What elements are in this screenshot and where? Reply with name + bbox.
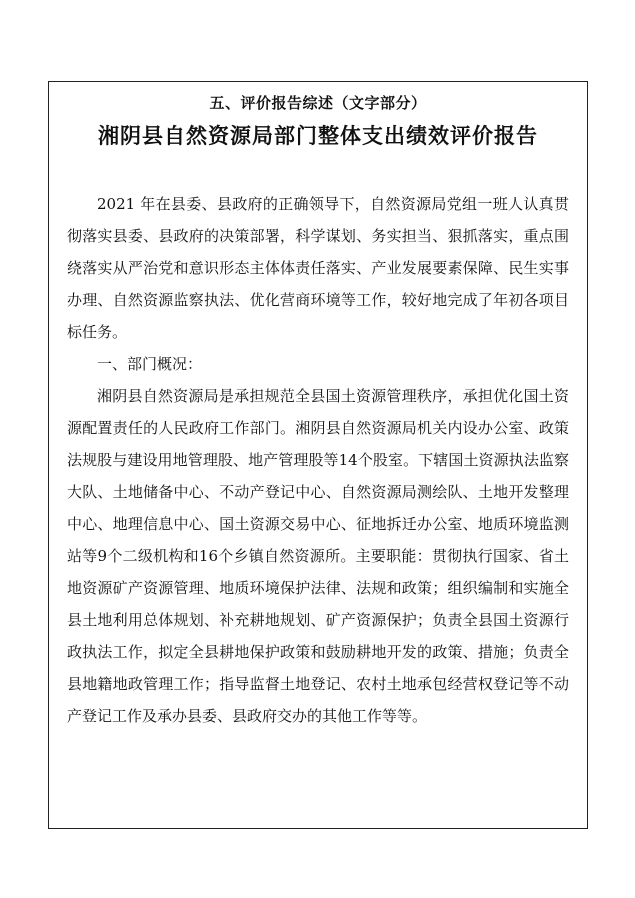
section-heading: 五、评价报告综述（文字部分） <box>209 94 427 112</box>
paragraph-section-heading: 一、部门概况： <box>97 355 203 373</box>
paragraph-intro: 2021 年在县委、县政府的正确领导下，自然资源局党组一班人认真贯彻落实县委、县政府的决策部署，科学谋划、务实担当、狠抓落实，重点围绕落实从严治党和意识形态主体体责任落实、产业发展要素保障、民生实事办理、自然资源监察执法、优化营商环境等工作，较好地完成了年初各项目标任务。 <box>67 195 569 341</box>
paragraph-department-overview: 湘阴县自然资源局是承担规范全县国土资源管理秩序，承担优化国土资源配置责任的人民政府工作部门。湘阴县自然资源局机关内设办公室、政策法规股与建设用地管理股、地产管理股等14个股室。下辖国土资源执法监察大队、土地储备中心、不动产登记中心、自然资源局测绘队、土地开发整理中心、地理信息中心、国土资源交易中心、征地拆迁办公室、地质环境监测站等9个二级机构和16个乡镇自然资源所。主要职能：贯彻执行国家、省土地资源矿产资源管理、地质环境保护法律、法规和政策；组织编制和实施全县土地利用总体规划、补充耕地规划、矿产资源保护；负责全县国土资源行政执法工作，拟定全县耕地保护政策和鼓励耕地开发的政策、措施；负责全县地籍地政管理工作；指导监督土地登记、农村土地承包经营权登记等不动产登记工作及承办县委、县政府交办的其他工作等等。 <box>67 387 569 725</box>
document-title: 湘阴县自然资源局部门整体支出绩效评价报告 <box>98 124 538 148</box>
body-text <box>67 188 569 732</box>
report-frame <box>48 81 588 829</box>
